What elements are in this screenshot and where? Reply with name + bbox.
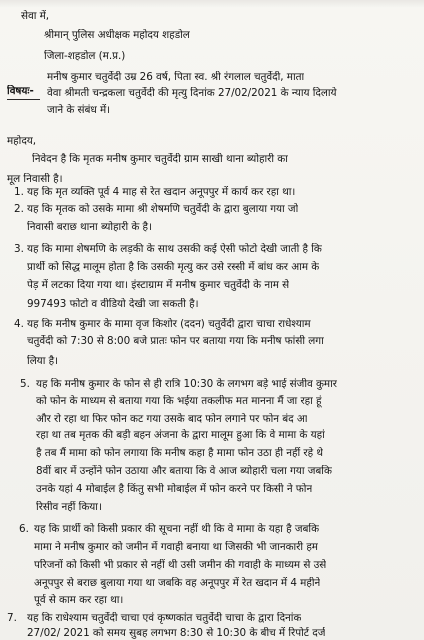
point-7-line-1: यह कि राधेश्याम चतुर्वेदी चाचा एवं कृष्णकांत चतुर्वेदी चाचा के द्वारा दिनांक: [27, 612, 302, 624]
point-6-line-1: यह कि प्रार्थी को किसी प्रकार की सूचना नहीं थी कि वे मामा के यहा है जबकि: [34, 523, 319, 535]
point-6-line-2: मामा ने मनीष कुमार को जमीन में गवाही बनाया था जिसकी भी जानकारी हम: [34, 541, 318, 553]
point-3-number: 3.: [14, 243, 24, 255]
subject-line-3: जाने के संबंध में।: [47, 104, 111, 116]
subject-line-1: मनीष कुमार चतुर्वेदी उम्र 26 वर्ष, पिता स्व. श्री रंगलाल चतुर्वेदी, माता: [47, 71, 305, 83]
point-3-line-1: यह कि मामा शेषमणि के लड़की के साथ उसकी कई ऐसी फोटो देखी जाती है कि: [27, 243, 322, 255]
point-6-line-5: पूर्व से काम कर रहा था।: [34, 594, 124, 606]
point-5-line-2: को फोन के माध्यम से बताया गया कि भईया तकलीफ मत मानना मैं जा रहा हूं: [36, 395, 322, 407]
subject-line-2: वेवा श्रीमती चन्द्रकला चतुर्वेदी की मृत्यु दिनांक 27/02/2021 के न्याय दिलाये: [47, 87, 337, 99]
point-5-line-8: रिसीव नहीं किया।: [36, 501, 102, 513]
addressee-line-1: श्रीमान् पुलिस अधीक्षक महोदय शहडोल: [44, 29, 190, 41]
salutation-to: सेवा में,: [21, 10, 50, 22]
subject-label-underline: [7, 99, 40, 100]
point-2-line-2: निवासी बराछ थाना ब्योहारी के है।: [27, 221, 152, 233]
point-6-line-3: परिजनों को किसी भी प्रकार से नहीं थी उसी जमीन की गवाही के माध्यम से उसे: [34, 559, 327, 571]
point-2-line-1: यह कि मृतक को उसके मामा श्री शेषमणि चतुर्वेदी के द्वारा बुलाया गया जो: [27, 203, 299, 215]
point-4-number: 4.: [14, 318, 24, 330]
subject-label: विषयः-: [7, 85, 34, 97]
point-5-number: 5.: [20, 378, 30, 390]
point-1-number: 1.: [14, 186, 24, 198]
point-5-line-5: है तब मैं मामा को फोन लगाया कि मनीष कहा है मामा फोन उठा ही नहीं रहे थे: [36, 447, 323, 459]
point-4-line-1: यह कि मनीष कुमार के मामा वृज किशोर (ददन) चतुर्वेदी द्वारा चाचा राधेश्याम: [27, 318, 311, 330]
scan-shadow: [0, 0, 424, 8]
point-2-number: 2.: [14, 203, 24, 215]
intro-line-2: मूल निवासी है।: [7, 173, 63, 185]
point-5-line-1: यह कि मनीष कुमार के फोन से ही रात्रि 10:30 के लगभग बड़े भाई संजीव कुमार: [36, 378, 337, 390]
point-5-line-6: 8वीं बार में उन्होंने फोन उठाया और बताया कि वे आज ब्योहारी चला गया जबकि: [36, 465, 332, 477]
point-3-line-2: प्रार्थी को सिद्ध मालूम होता है कि उसकी मृत्यु कर उसे रस्सी में बांध कर आम के: [27, 261, 320, 273]
point-3-line-4: 997493 फोटो व वीडियो देखी जा सकती है।: [27, 298, 199, 310]
point-5-line-7: उनके यहां 4 मोबाईल है किंतु सभी मोबाईल में फोन करने पर किसी ने फोन: [36, 483, 313, 495]
addressee-line-2: जिला-शहडोल (म.प्र.): [44, 50, 126, 62]
point-7-number: 7.: [7, 612, 17, 624]
point-1-line-1: यह कि मृत व्यक्ति पूर्व 4 माह से रेत खदान अनूपपुर में कार्य कर रहा था।: [27, 186, 296, 198]
intro-line-1: निवेदन है कि मृतक मनीष कुमार चतुर्वेदी ग्राम साखी थाना ब्योहारी का: [32, 153, 288, 165]
point-6-number: 6.: [19, 523, 29, 535]
point-6-line-4: अनूपपुर से बराछ बुलाया गया था जबकि वह अनूपपुर में रेत खदान में 4 महीने: [34, 577, 321, 589]
point-5-line-4: रहा था तब मृतक की बड़ी बहन अंजना के द्वारा मालूम हुआ कि वे मामा के यहां: [36, 429, 325, 441]
point-7-line-2: 27/02/ 2021 को समय सुबह लगभग 8:30 से 10:30 के बीच में रिपोर्ट दर्ज: [27, 627, 326, 639]
point-4-line-3: लिया है।: [27, 355, 58, 367]
point-4-line-2: चतुर्वेदी को 7:30 से 8:00 बजे प्रातः फोन पर बताया गया कि मनीष फांसी लगा: [27, 335, 324, 347]
point-3-line-3: पेड़ में लटका दिया गया था। इंस्टाग्राम में मनीष कुमार चतुर्वेदी के नाम से: [27, 279, 290, 291]
point-5-line-3: और रो रहा था फिर फोन कट गया उसके बाद फोन लगाने पर फोन बंद आ: [36, 413, 308, 425]
salutation: महोदय,: [7, 135, 37, 147]
